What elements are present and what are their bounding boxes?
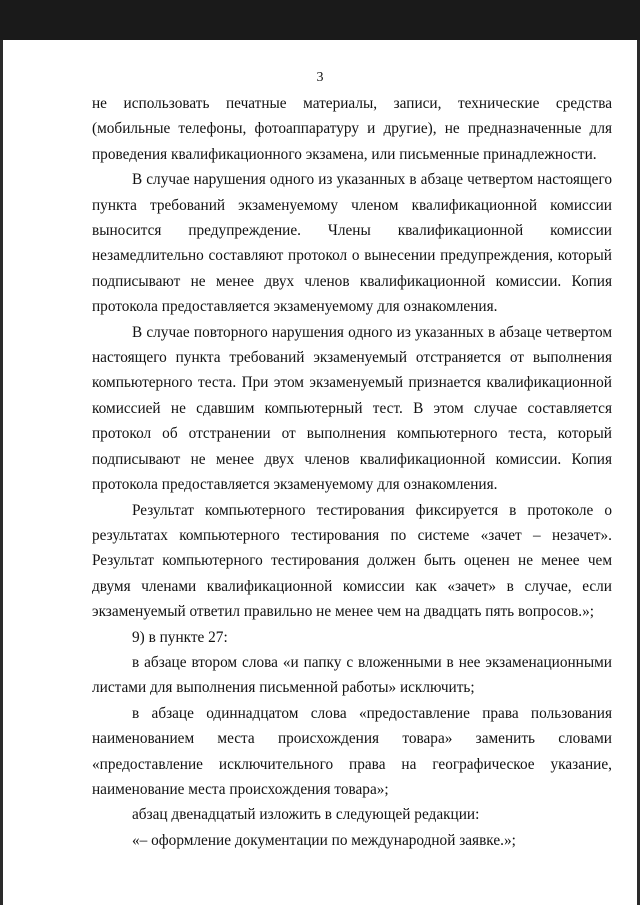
paragraph-6: в абзаце втором слова «и папку с вложенными в нее экзаменационными листами для выполнения письменной работы» исключить; bbox=[92, 653, 612, 697]
paragraph-5: 9) в пункте 27: bbox=[132, 628, 228, 646]
paragraph-2: В случае нарушения одного из указанных в абзаце четвертом настоящего пункта требований экзаменуемому членом квалификационной комиссии выносится предупреждение. Члены квалификационной комиссии незамедлительно составляют протокол о вынесении предупреждения, который подписывают не менее двух членов квалификационной комиссии. Копия протокола предоставляется экзаменуемому для ознакомления. bbox=[92, 171, 612, 316]
paragraph-4: Результат компьютерного тестирования фиксируется в протоколе о результатах компьютерного тестирования по системе «зачет – незачет». Результат компьютерного тестирования должен быть оценен не менее чем двумя членами квалификационной комиссии как «зачет» в случае, если экзаменуемый ответил правильно не менее чем на двадцать пять вопросов.»; bbox=[92, 501, 612, 621]
paragraph-7: в абзаце одиннадцатом слова «предоставление права пользования наименованием места происхождения товара» заменить словами «предоставление исключительного права на географическое указание, наименование места происхождения товара»; bbox=[92, 704, 612, 798]
paragraph-1: не использовать печатные материалы, записи, технические средства (мобильные телефоны, фотоаппаратуру и другие), не предназначенные для проведения квалификационного экзамена, или письменные принадлежности. bbox=[92, 95, 612, 163]
paragraph-8: абзац двенадцатый изложить в следующей редакции: bbox=[132, 806, 480, 824]
scan-top-border bbox=[0, 0, 640, 40]
document-body bbox=[92, 91, 612, 853]
page-number: 3 bbox=[316, 70, 324, 85]
scan-left-border bbox=[0, 40, 3, 905]
paragraph-3: В случае повторного нарушения одного из указанных в абзаце четвертом настоящего пункта требований экзаменуемый отстраняется от выполнения компьютерного теста. При этом экзаменуемый признается квалификационной комиссией не сдавшим компьютерный тест. В этом случае составляется протокол об отстранении от выполнения компьютерного теста, который подписывают не менее двух членов квалификационной комиссии. Копия протокола предоставляется экзаменуемому для ознакомления. bbox=[92, 323, 612, 494]
paragraph-9: «– оформление документации по международной заявке.»; bbox=[132, 831, 516, 849]
